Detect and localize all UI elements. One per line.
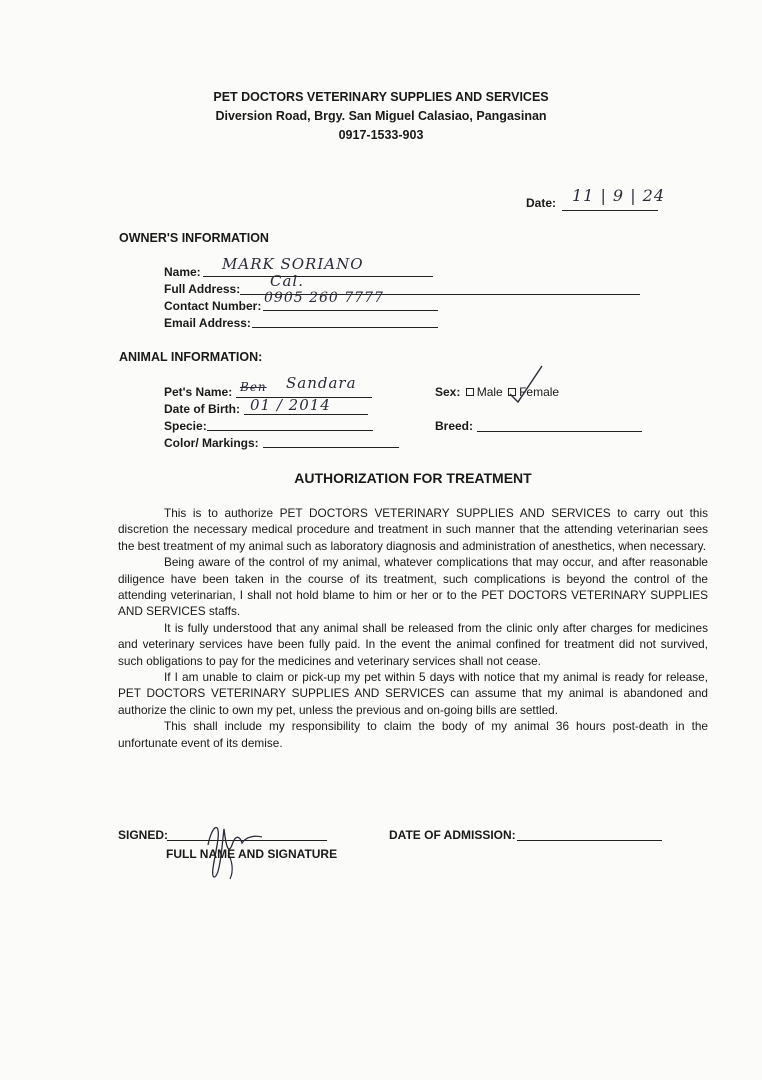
color-markings-label: Color/ Markings: xyxy=(164,436,259,450)
dob-line xyxy=(244,414,368,415)
authorization-body xyxy=(118,505,708,751)
pet-name-strikethrough: Ben xyxy=(240,380,267,394)
specie-line xyxy=(207,430,373,431)
date-handwritten: 11 | 9 | 24 xyxy=(572,186,666,205)
breed-line xyxy=(477,431,642,432)
admission-date-label: DATE OF ADMISSION: xyxy=(389,828,516,842)
owner-email-line xyxy=(252,327,438,328)
owner-contact-value: 0905 260 7777 xyxy=(264,290,384,306)
owner-name-value: MARK SORIANO xyxy=(222,255,364,273)
pet-name-label: Pet's Name: xyxy=(164,385,233,399)
breed-label: Breed: xyxy=(435,419,474,433)
owner-name-line xyxy=(203,276,433,277)
sex-label: Sex: xyxy=(435,385,461,399)
pet-name-value: Sandara xyxy=(286,374,357,392)
authorization-paragraph: This is to authorize PET DOCTORS VETERINARY SUPPLIES AND SERVICES to carry out this discretion the necessary medical procedure and treatment in such manner that the attending veterinarian sees the best treatment of my animal such as laboratory diagnosis and administration of anesthetics, when necessary. xyxy=(118,506,708,553)
animal-section-title: ANIMAL INFORMATION: xyxy=(119,350,263,364)
female-option: Female xyxy=(519,385,560,399)
authorization-title: AUTHORIZATION FOR TREATMENT xyxy=(294,470,532,486)
company-phone: 0917-1533-903 xyxy=(338,128,424,142)
owner-email-label: Email Address: xyxy=(164,316,251,330)
date-line xyxy=(562,210,658,211)
owner-contact-line xyxy=(263,310,438,311)
date-label: Date: xyxy=(526,196,557,210)
dob-value: 01 / 2014 xyxy=(250,396,331,414)
owner-contact-label: Contact Number: xyxy=(164,299,262,313)
specie-label: Specie: xyxy=(164,419,207,433)
dob-label: Date of Birth: xyxy=(164,402,240,416)
authorization-paragraph: Being aware of the control of my animal, whatever complications that may occur, and after reasonable diligence have been taken in the course of its treatment, such complications is beyond the control of the attending veterinarian, I shall not hold blame to him or her or to the PET DOCTORS VETERINARY SUPPLIES AND SERVICES staffs. xyxy=(118,555,708,619)
male-option: Male xyxy=(476,385,503,399)
male-checkbox xyxy=(466,388,474,396)
company-name: PET DOCTORS VETERINARY SUPPLIES AND SERVICES xyxy=(213,90,549,104)
company-address: Diversion Road, Brgy. San Miguel Calasiao, Pangasinan xyxy=(215,109,547,123)
color-markings-line xyxy=(263,447,399,448)
owner-address-value: Cal. xyxy=(270,272,304,290)
authorization-paragraph: It is fully understood that any animal shall be released from the clinic only after charges for medicines and veterinary services have been fully paid. In the event the animal confined for treatment did not survived, such obligations to pay for the medicines and veterinary services shall not cease. xyxy=(118,620,708,668)
signature-caption: FULL NAME AND SIGNATURE xyxy=(166,847,338,861)
authorization-paragraph: This shall include my responsibility to claim the body of my animal 36 hours post-death in the unfortunate event of its demise. xyxy=(118,719,708,750)
signed-label: SIGNED: xyxy=(118,828,169,842)
owner-name-label: Name: xyxy=(164,265,201,279)
owner-address-label: Full Address: xyxy=(164,282,241,296)
authorization-paragraph: If I am unable to claim or pick-up my pet within 5 days with notice that my animal is ready for release, PET DOCTORS VETERINARY SUPPLIES AND SERVICES can assume that my animal is abandoned and authorize the clinic to own my pet, unless the previous and on-going bills are settled. xyxy=(118,670,708,717)
female-check-mark xyxy=(506,364,546,404)
owner-section-title: OWNER'S INFORMATION xyxy=(119,231,269,245)
admission-date-line xyxy=(517,840,662,841)
